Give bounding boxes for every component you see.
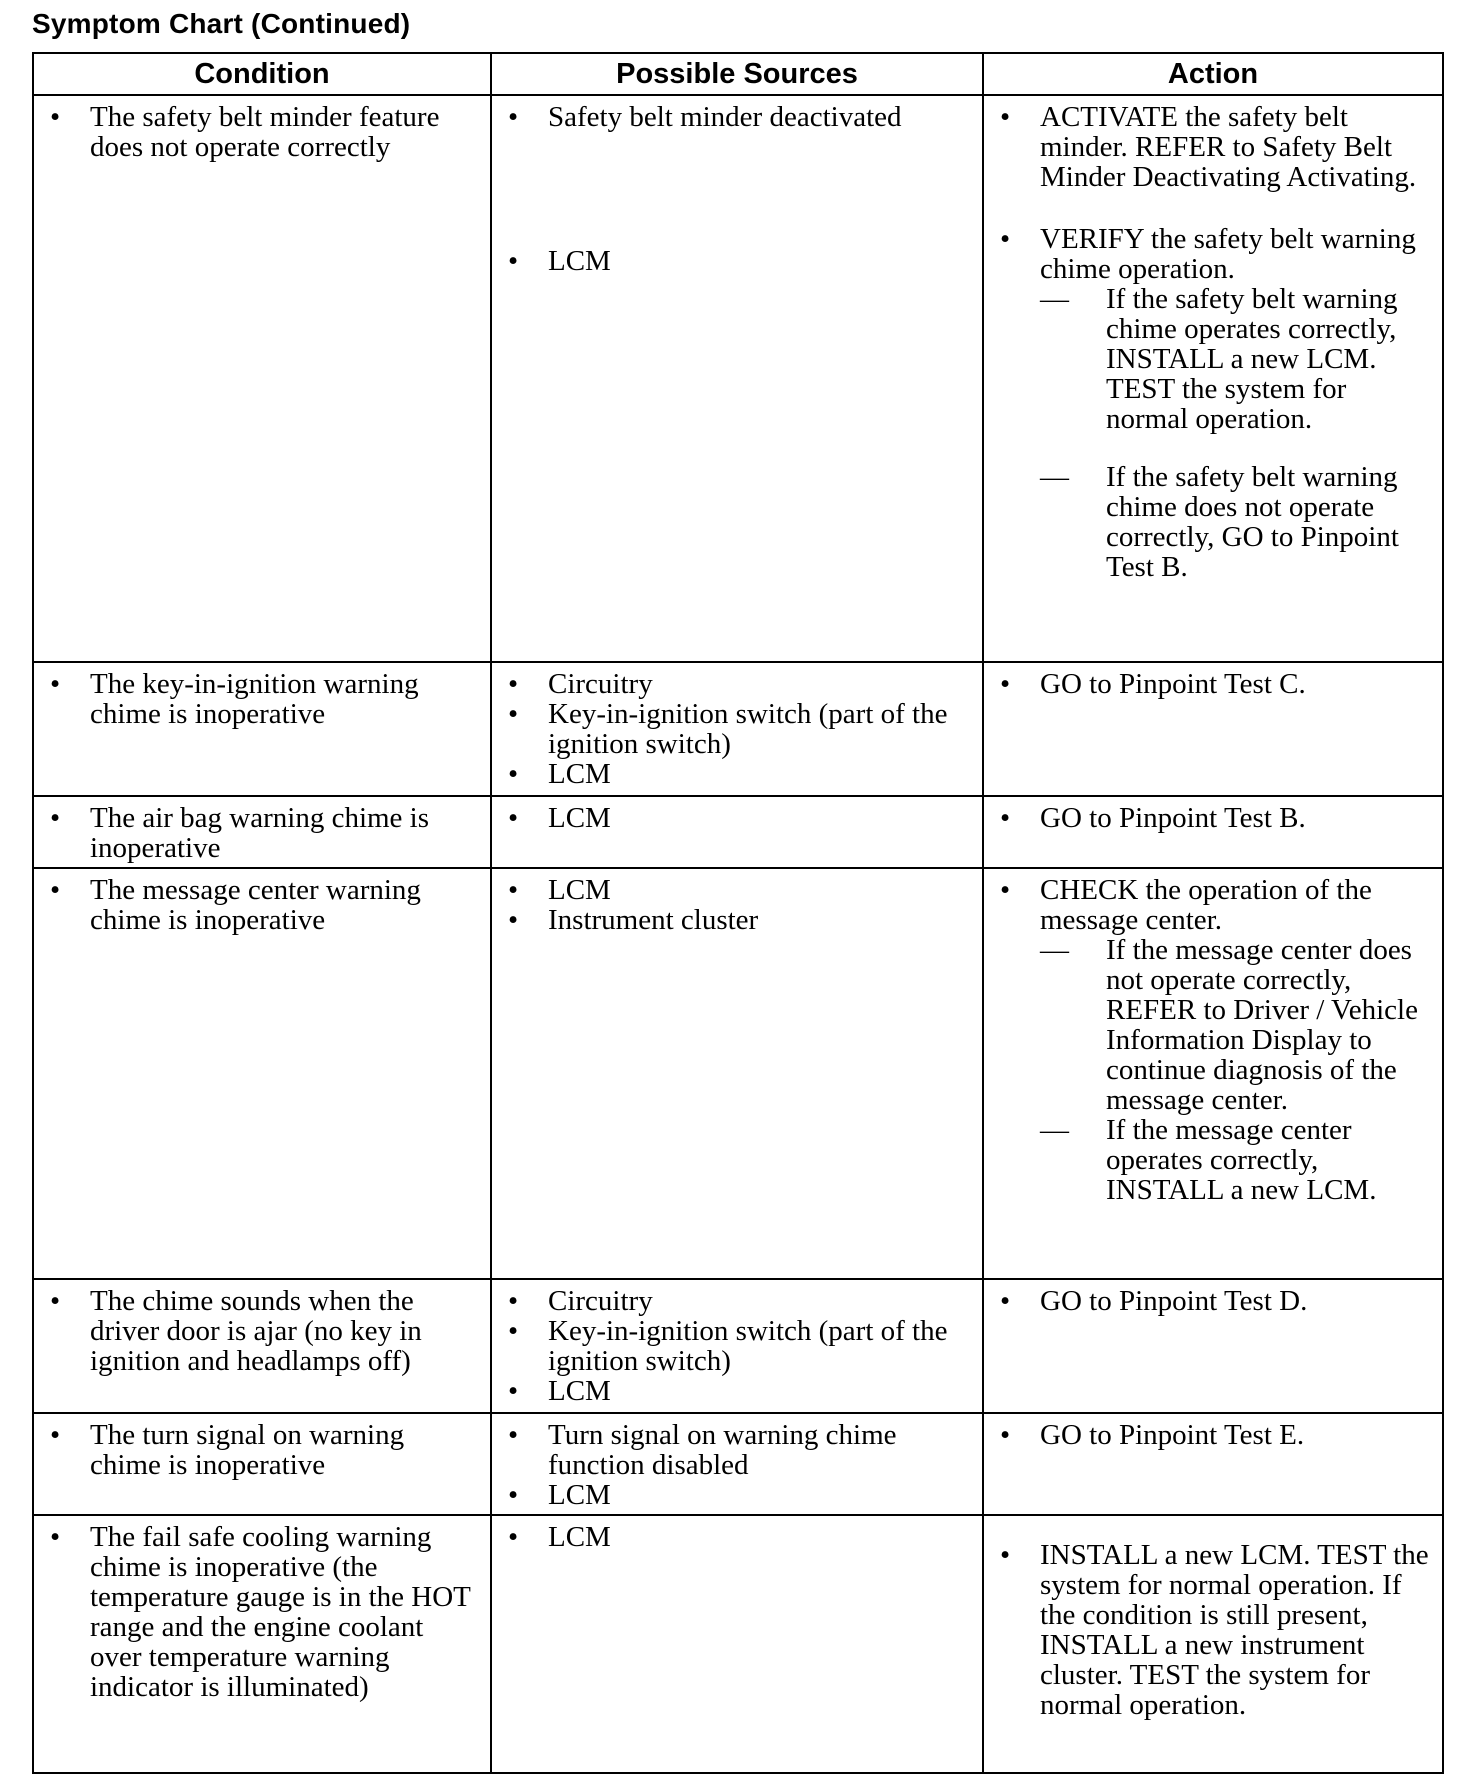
condition-text: • The message center warning chime is inoperative [44, 875, 480, 935]
source-item: • Safety belt minder deactivated [502, 102, 972, 132]
condition-text: • The key-in-ignition warning chime is inoperative [44, 669, 480, 729]
table-row [33, 1413, 1443, 1515]
page-title: Symptom Chart (Continued) [32, 8, 411, 39]
source-item: • Instrument cluster [502, 905, 972, 935]
action-item [994, 1540, 1432, 1720]
action-sub-item: — If the safety belt warning chime does not operate correctly, GO to Pinpoint Test B. [1040, 462, 1432, 582]
symptom-chart-table [32, 52, 1444, 1774]
action-text: GO to Pinpoint Test B. [1040, 802, 1306, 834]
condition-cell [33, 1413, 491, 1515]
source-item: • LCM [502, 759, 972, 789]
source-item: • LCM [502, 1376, 972, 1406]
condition-cell [33, 95, 491, 662]
action-item [994, 1286, 1432, 1316]
source-item: • LCM [502, 803, 972, 833]
condition-text: • The turn signal on warning chime is inoperative [44, 1420, 480, 1480]
action-cell [983, 95, 1443, 662]
condition-text: • The chime sounds when the driver door is ajar (no key in ignition and headlamps off) [44, 1286, 480, 1376]
table-body [33, 95, 1443, 1773]
condition-cell [33, 662, 491, 796]
source-item: • Key-in-ignition switch (part of the ignition switch) [502, 699, 972, 759]
action-item [994, 875, 1432, 1205]
table-row [33, 1515, 1443, 1773]
action-cell [983, 1279, 1443, 1413]
action-cell [983, 1515, 1443, 1773]
possible-sources-cell [491, 868, 983, 1279]
action-item [994, 1420, 1432, 1450]
table-row [33, 662, 1443, 796]
possible-sources-cell [491, 1515, 983, 1773]
action-text: ACTIVATE the safety belt minder. REFER to Safety Belt Minder Deactivating Activating. [1040, 101, 1417, 193]
source-item: • LCM [502, 1522, 972, 1552]
source-item: • LCM [502, 875, 972, 905]
table-row [33, 95, 1443, 662]
possible-sources-cell [491, 662, 983, 796]
action-text: CHECK the operation of the message center. [1040, 874, 1372, 936]
condition-cell [33, 868, 491, 1279]
table-row [33, 1279, 1443, 1413]
action-sub-item: — If the safety belt warning chime operates correctly, INSTALL a new LCM. TEST the system for normal operation. [1040, 284, 1432, 434]
action-text: VERIFY the safety belt warning chime operation. [1040, 223, 1416, 285]
source-item: • LCM [502, 246, 972, 276]
possible-sources-cell [491, 1413, 983, 1515]
column-header-action: Action [983, 53, 1443, 95]
action-item [994, 102, 1432, 192]
condition-cell [33, 1515, 491, 1773]
column-header-condition: Condition [33, 53, 491, 95]
action-text: GO to Pinpoint Test D. [1040, 1285, 1308, 1317]
source-item: • Circuitry [502, 669, 972, 699]
action-cell [983, 662, 1443, 796]
source-item: • LCM [502, 1480, 972, 1510]
table-row [33, 796, 1443, 868]
source-item: • Circuitry [502, 1286, 972, 1316]
condition-text: • The safety belt minder feature does not operate correctly [44, 102, 480, 162]
action-item [994, 224, 1432, 582]
possible-sources-cell [491, 95, 983, 662]
condition-text: • The fail safe cooling warning chime is inoperative (the temperature gauge is in the HOT range and the engine coolant over temperature warning indicator is illuminated) [44, 1522, 480, 1702]
possible-sources-cell [491, 796, 983, 868]
action-cell [983, 796, 1443, 868]
header-row [33, 53, 1443, 95]
action-item [994, 803, 1432, 833]
column-header-possible-sources: Possible Sources [491, 53, 983, 95]
source-item: • Key-in-ignition switch (part of the ignition switch) [502, 1316, 972, 1376]
condition-cell [33, 796, 491, 868]
table-row [33, 868, 1443, 1279]
source-item: • Turn signal on warning chime function disabled [502, 1420, 972, 1480]
action-cell [983, 1413, 1443, 1515]
action-item [994, 669, 1432, 699]
condition-text: • The air bag warning chime is inoperative [44, 803, 480, 863]
action-cell [983, 868, 1443, 1279]
action-sub-item: — If the message center operates correctly, INSTALL a new LCM. [1040, 1115, 1432, 1205]
action-text: GO to Pinpoint Test C. [1040, 668, 1306, 700]
condition-cell [33, 1279, 491, 1413]
action-text: INSTALL a new LCM. TEST the system for normal operation. If the condition is still present, INSTALL a new instrument cluster. TEST the system for normal operation. [1040, 1539, 1429, 1721]
action-sub-item: — If the message center does not operate correctly, REFER to Driver / Vehicle Information Display to continue diagnosis of the message center. [1040, 935, 1432, 1115]
action-text: GO to Pinpoint Test E. [1040, 1419, 1305, 1451]
possible-sources-cell [491, 1279, 983, 1413]
